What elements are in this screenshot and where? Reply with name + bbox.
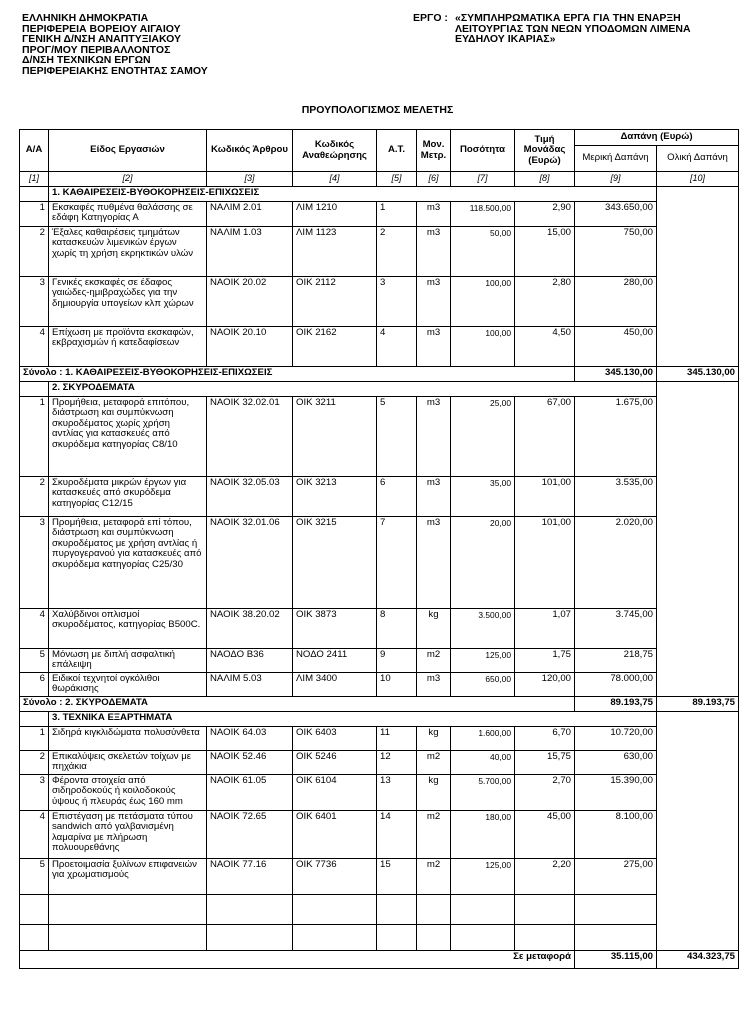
row-aa: 6 xyxy=(20,673,49,697)
row-at: 11 xyxy=(377,727,417,751)
table-row xyxy=(20,327,739,367)
empty-cell xyxy=(575,925,657,951)
empty-cell xyxy=(417,895,451,925)
section-total-label: Σύνολο : 2. ΣΚΥΡΟΔΕΜΑΤΑ xyxy=(20,697,575,712)
row-quantity: 100,00 xyxy=(451,277,515,327)
ref-cell: [10] xyxy=(657,172,739,187)
section-total-total: 89.193,75 xyxy=(657,697,739,712)
ref-cell: [6] xyxy=(417,172,451,187)
row-partial-cost: 750,00 xyxy=(575,227,657,277)
authority-line: ΠΡΟΓ/ΜΟΥ ΠΕΡΙΒΑΛΛΟΝΤΟΣ xyxy=(22,43,171,56)
empty-row xyxy=(20,895,739,925)
row-quantity: 180,00 xyxy=(451,811,515,859)
row-article-code: ΝΑΟΔΟ Β36 xyxy=(207,649,293,673)
ref-cell: [2] xyxy=(49,172,207,187)
row-description: Σιδηρά κιγκλιδώματα πολυσύνθετα xyxy=(49,727,207,751)
header-revision-code: Κωδικός Αναθεώρησης xyxy=(293,130,377,172)
row-unit: m3 xyxy=(417,202,451,227)
row-article-code: ΝΑΟΙΚ 77.16 xyxy=(207,859,293,895)
table-row xyxy=(20,649,739,673)
row-revision-code: ΟΙΚ 6104 xyxy=(293,775,377,811)
row-revision-code: ΛΙΜ 1210 xyxy=(293,202,377,227)
authority-block xyxy=(22,13,208,77)
row-at: 9 xyxy=(377,649,417,673)
empty-cell xyxy=(293,895,377,925)
row-at: 1 xyxy=(377,202,417,227)
header-cost: Δαπάνη (Ευρώ) xyxy=(575,130,739,146)
row-unit: m3 xyxy=(417,227,451,277)
row-unit-price: 101,00 xyxy=(515,517,575,609)
authority-line: ΓΕΝΙΚΗ Δ/ΝΣΗ ΑΝΑΠΤΥΞΙΑΚΟΥ xyxy=(22,33,181,46)
row-partial-cost: 10.720,00 xyxy=(575,727,657,751)
section-title: 3. ΤΕΧΝΙΚΑ ΕΞΑΡΤΗΜΑΤΑ xyxy=(49,712,657,727)
carry-forward-total: 434.323,75 xyxy=(657,951,739,969)
section-total-column xyxy=(657,712,739,951)
row-description: Προμήθεια, μεταφορά επί τόπου, διάστρωση και συμπύκνωση σκυροδέματος με χρήση αντλίας ή πυργογερανού για κατασκευές από σκυρόδεμα κατηγορίας C25/30 xyxy=(49,517,207,609)
row-at: 13 xyxy=(377,775,417,811)
row-article-code: ΝΑΟΙΚ 72.65 xyxy=(207,811,293,859)
empty-cell xyxy=(417,925,451,951)
table-row xyxy=(20,609,739,649)
row-unit-price: 45,00 xyxy=(515,811,575,859)
row-partial-cost: 2.020,00 xyxy=(575,517,657,609)
row-unit: m3 xyxy=(417,477,451,517)
header-unit-price: Τιμή Μονάδας (Ευρώ) xyxy=(515,130,575,172)
section-header-row xyxy=(20,187,739,202)
row-unit-price: 67,00 xyxy=(515,397,575,477)
ref-cell: [7] xyxy=(451,172,515,187)
row-partial-cost: 15.390,00 xyxy=(575,775,657,811)
row-unit: m2 xyxy=(417,859,451,895)
row-revision-code: ΛΙΜ 3400 xyxy=(293,673,377,697)
ref-cell: [8] xyxy=(515,172,575,187)
ref-row xyxy=(20,172,739,187)
row-unit: kg xyxy=(417,727,451,751)
row-aa: 5 xyxy=(20,859,49,895)
table-row xyxy=(20,727,739,751)
row-article-code: ΝΑΟΙΚ 20.10 xyxy=(207,327,293,367)
row-aa: 1 xyxy=(20,202,49,227)
row-quantity: 118.500,00 xyxy=(451,202,515,227)
row-article-code: ΝΑΟΙΚ 20.02 xyxy=(207,277,293,327)
empty-cell xyxy=(515,925,575,951)
row-at: 10 xyxy=(377,673,417,697)
row-quantity: 25,00 xyxy=(451,397,515,477)
row-aa: 5 xyxy=(20,649,49,673)
row-article-code: ΝΑΛΙΜ 5.03 xyxy=(207,673,293,697)
ref-cell: [5] xyxy=(377,172,417,187)
project-label: ΕΡΓΟ : xyxy=(413,12,448,24)
row-quantity: 125,00 xyxy=(451,859,515,895)
row-unit-price: 4,50 xyxy=(515,327,575,367)
row-unit: m3 xyxy=(417,673,451,697)
row-description: Μόνωση με διπλή ασφαλτική επάλειψη xyxy=(49,649,207,673)
ref-cell: [9] xyxy=(575,172,657,187)
row-partial-cost: 78.000,00 xyxy=(575,673,657,697)
header-partial: Μερική Δαπάνη xyxy=(575,146,657,172)
row-unit: kg xyxy=(417,609,451,649)
project-title: «ΣΥΜΠΛΗΡΩΜΑΤΙΚΑ ΕΡΓΑ ΓΙΑ ΤΗΝ ΕΝΑΡΞΗ ΛΕΙΤΟΥΡΓΙΑΣ ΤΩΝ ΝΕΩΝ ΥΠΟΔΟΜΩΝ ΛΙΜΕΝΑ ΕΥΔΗΛΟΥ ΙΚΑΡΙΑΣ» xyxy=(455,12,691,46)
section-title: 1. ΚΑΘΑΙΡΕΣΕΙΣ-ΒΥΘΟΚΟΡΗΣΕΙΣ-ΕΠΙΧΩΣΕΙΣ xyxy=(49,187,657,202)
row-article-code: ΝΑΟΙΚ 61.05 xyxy=(207,775,293,811)
budget-body xyxy=(20,187,739,969)
authority-line: ΠΕΡΙΦΕΡΕΙΑ ΒΟΡΕΙΟΥ ΑΙΓΑΙΟΥ xyxy=(22,22,181,35)
row-unit: m3 xyxy=(417,397,451,477)
row-revision-code: ΛΙΜ 1123 xyxy=(293,227,377,277)
section-header-row xyxy=(20,712,739,727)
section-aa-cell xyxy=(20,382,49,397)
header-article-code: Κωδικός Άρθρου xyxy=(207,130,293,172)
row-at: 8 xyxy=(377,609,417,649)
table-row xyxy=(20,673,739,697)
row-partial-cost: 218,75 xyxy=(575,649,657,673)
row-unit: m2 xyxy=(417,751,451,775)
row-description: Προετοιμασία ξυλίνων επιφανειών για χρωματισμούς xyxy=(49,859,207,895)
section-aa-cell xyxy=(20,712,49,727)
row-at: 3 xyxy=(377,277,417,327)
row-revision-code: ΟΙΚ 6401 xyxy=(293,811,377,859)
section-total-row xyxy=(20,697,739,712)
table-row xyxy=(20,277,739,327)
ref-cell: [4] xyxy=(293,172,377,187)
header-aa: Α/Α xyxy=(20,130,49,172)
row-unit-price: 2,20 xyxy=(515,859,575,895)
row-article-code: ΝΑΟΙΚ 32.01.06 xyxy=(207,517,293,609)
row-aa: 1 xyxy=(20,727,49,751)
section-total-partial: 89.193,75 xyxy=(575,697,657,712)
row-aa: 4 xyxy=(20,811,49,859)
row-aa: 2 xyxy=(20,751,49,775)
row-quantity: 100,00 xyxy=(451,327,515,367)
row-quantity: 125,00 xyxy=(451,649,515,673)
row-article-code: ΝΑΟΙΚ 64.03 xyxy=(207,727,293,751)
row-at: 5 xyxy=(377,397,417,477)
section-total-column xyxy=(657,382,739,697)
authority-line: ΠΕΡΙΦΕΡΕΙΑΚΗΣ ΕΝΟΤΗΤΑΣ ΣΑΜΟΥ xyxy=(22,64,208,77)
row-at: 4 xyxy=(377,327,417,367)
row-quantity: 1.600,00 xyxy=(451,727,515,751)
carry-forward-row xyxy=(20,951,739,969)
row-revision-code: ΟΙΚ 6403 xyxy=(293,727,377,751)
row-description: Σκυροδέματα μικρών έργων για κατασκευές από σκυρόδεμα κατηγορίας C12/15 xyxy=(49,477,207,517)
empty-cell xyxy=(293,925,377,951)
empty-row xyxy=(20,925,739,951)
row-aa: 2 xyxy=(20,227,49,277)
table-row xyxy=(20,202,739,227)
row-at: 7 xyxy=(377,517,417,609)
table-row xyxy=(20,397,739,477)
row-partial-cost: 3.535,00 xyxy=(575,477,657,517)
section-aa-cell xyxy=(20,187,49,202)
header-total: Ολική Δαπάνη xyxy=(657,146,739,172)
row-partial-cost: 3.745,00 xyxy=(575,609,657,649)
carry-forward-label: Σε μεταφορά xyxy=(20,951,575,969)
row-aa: 2 xyxy=(20,477,49,517)
row-quantity: 35,00 xyxy=(451,477,515,517)
row-aa: 4 xyxy=(20,609,49,649)
row-revision-code: ΟΙΚ 3211 xyxy=(293,397,377,477)
empty-cell xyxy=(20,925,49,951)
empty-cell xyxy=(49,895,207,925)
row-partial-cost: 343.650,00 xyxy=(575,202,657,227)
row-quantity: 50,00 xyxy=(451,227,515,277)
row-at: 15 xyxy=(377,859,417,895)
row-unit-price: 15,00 xyxy=(515,227,575,277)
row-description: Ειδικοί τεχνητοί ογκόλιθοι θωράκισης xyxy=(49,673,207,697)
section-total-partial: 345.130,00 xyxy=(575,367,657,382)
authority-line: ΕΛΛΗΝΙΚΗ ΔΗΜΟΚΡΑΤΙΑ xyxy=(22,12,149,24)
row-quantity: 20,00 xyxy=(451,517,515,609)
row-aa: 3 xyxy=(20,277,49,327)
table-row xyxy=(20,775,739,811)
row-description: Προμήθεια, μεταφορά επιτόπου, διάστρωση και συμπύκνωση σκυροδέματος χωρίς χρήση αντλίας για κατασκευές από σκυρόδεμα κατηγορίας C8/10 xyxy=(49,397,207,477)
table-row xyxy=(20,517,739,609)
row-revision-code: ΟΙΚ 5246 xyxy=(293,751,377,775)
section-total-total: 345.130,00 xyxy=(657,367,739,382)
row-at: 6 xyxy=(377,477,417,517)
row-article-code: ΝΑΛΙΜ 1.03 xyxy=(207,227,293,277)
row-unit-price: 1,75 xyxy=(515,649,575,673)
empty-cell xyxy=(451,895,515,925)
row-unit: m3 xyxy=(417,277,451,327)
row-unit-price: 2,80 xyxy=(515,277,575,327)
row-unit-price: 101,00 xyxy=(515,477,575,517)
row-unit: m2 xyxy=(417,649,451,673)
section-total-label: Σύνολο : 1. ΚΑΘΑΙΡΕΣΕΙΣ-ΒΥΘΟΚΟΡΗΣΕΙΣ-ΕΠΙΧΩΣΕΙΣ xyxy=(20,367,575,382)
row-unit: kg xyxy=(417,775,451,811)
row-unit: m2 xyxy=(417,811,451,859)
header-type: Είδος Εργασιών xyxy=(49,130,207,172)
row-quantity: 3.500,00 xyxy=(451,609,515,649)
row-description: Επικαλύψεις σκελετών τοίχων με πηχάκια xyxy=(49,751,207,775)
row-partial-cost: 1.675,00 xyxy=(575,397,657,477)
row-partial-cost: 630,00 xyxy=(575,751,657,775)
empty-cell xyxy=(451,925,515,951)
row-revision-code: ΟΙΚ 2112 xyxy=(293,277,377,327)
table-row xyxy=(20,859,739,895)
row-partial-cost: 280,00 xyxy=(575,277,657,327)
section-title: 2. ΣΚΥΡΟΔΕΜΑΤΑ xyxy=(49,382,657,397)
row-description: Επίχωση με προϊόντα εκσκαφών, εκβραχισμών ή κατεδαφίσεων xyxy=(49,327,207,367)
row-unit-price: 2,90 xyxy=(515,202,575,227)
row-revision-code: ΟΙΚ 2162 xyxy=(293,327,377,367)
table-row xyxy=(20,751,739,775)
row-at: 2 xyxy=(377,227,417,277)
row-revision-code: ΟΙΚ 3873 xyxy=(293,609,377,649)
row-unit-price: 1,07 xyxy=(515,609,575,649)
row-partial-cost: 275,00 xyxy=(575,859,657,895)
row-at: 12 xyxy=(377,751,417,775)
row-unit-price: 6,70 xyxy=(515,727,575,751)
row-quantity: 650,00 xyxy=(451,673,515,697)
empty-cell xyxy=(377,895,417,925)
row-unit: m3 xyxy=(417,327,451,367)
row-article-code: ΝΑΛΙΜ 2.01 xyxy=(207,202,293,227)
row-revision-code: ΟΙΚ 3215 xyxy=(293,517,377,609)
row-revision-code: ΟΙΚ 7736 xyxy=(293,859,377,895)
row-partial-cost: 450,00 xyxy=(575,327,657,367)
row-at: 14 xyxy=(377,811,417,859)
row-article-code: ΝΑΟΙΚ 52.46 xyxy=(207,751,293,775)
table-row xyxy=(20,227,739,277)
row-aa: 4 xyxy=(20,327,49,367)
empty-cell xyxy=(515,895,575,925)
empty-cell xyxy=(207,925,293,951)
row-quantity: 40,00 xyxy=(451,751,515,775)
row-article-code: ΝΑΟΙΚ 32.02.01 xyxy=(207,397,293,477)
section-header-row xyxy=(20,382,739,397)
document-title: ΠΡΟΥΠΟΛΟΓΙΣΜΟΣ ΜΕΛΕΤΗΣ xyxy=(301,104,454,116)
row-description: Χαλύβδινοι οπλισμοί σκυροδέματος, κατηγορίας B500C. xyxy=(49,609,207,649)
empty-cell xyxy=(49,925,207,951)
row-partial-cost: 8.100,00 xyxy=(575,811,657,859)
ref-cell: [3] xyxy=(207,172,293,187)
header-unit: Μον. Μετρ. xyxy=(417,130,451,172)
row-description: Έξαλες καθαιρέσεις τμημάτων κατασκευών λιμενικών έργων χωρίς τη χρήση εκρηκτικών υλών xyxy=(49,227,207,277)
row-unit: m3 xyxy=(417,517,451,609)
row-aa: 3 xyxy=(20,775,49,811)
row-aa: 3 xyxy=(20,517,49,609)
row-unit-price: 2,70 xyxy=(515,775,575,811)
empty-cell xyxy=(207,895,293,925)
table-row xyxy=(20,811,739,859)
ref-cell: [1] xyxy=(20,172,49,187)
row-unit-price: 120,00 xyxy=(515,673,575,697)
budget-table xyxy=(19,129,739,969)
row-description: Φέροντα στοιχεία από σιδηροδοκούς ή κοιλοδοκούς ύψους ή πλευράς έως 160 mm xyxy=(49,775,207,811)
section-total-row xyxy=(20,367,739,382)
section-total-column xyxy=(657,187,739,367)
row-article-code: ΝΑΟΙΚ 32.05.03 xyxy=(207,477,293,517)
row-revision-code: ΟΙΚ 3213 xyxy=(293,477,377,517)
row-revision-code: ΝΟΔΟ 2411 xyxy=(293,649,377,673)
empty-cell xyxy=(575,895,657,925)
table-row xyxy=(20,477,739,517)
row-quantity: 5.700,00 xyxy=(451,775,515,811)
empty-cell xyxy=(20,895,49,925)
row-description: Επιστέγαση με πετάσματα τύπου sandwich από γαλβανισμένη λαμαρίνα με πλήρωση πολυουρεθάνης xyxy=(49,811,207,859)
carry-forward-partial: 35.115,00 xyxy=(575,951,657,969)
row-description: Εκσκαφές πυθμένα θαλάσσης σε εδάφη Κατηγορίας Α xyxy=(49,202,207,227)
row-unit-price: 15,75 xyxy=(515,751,575,775)
authority-line: Δ/ΝΣΗ ΤΕΧΝΙΚΩΝ ΕΡΓΩΝ xyxy=(22,54,151,67)
header-quantity: Ποσότητα xyxy=(451,130,515,172)
row-aa: 1 xyxy=(20,397,49,477)
empty-cell xyxy=(377,925,417,951)
row-description: Γενικές εκσκαφές σε έδαφος γαιώδες-ημιβραχώδες για την δημιουργία υπογείων κλπ χώρων xyxy=(49,277,207,327)
header-at: Α.Τ. xyxy=(377,130,417,172)
row-article-code: ΝΑΟΙΚ 38.20.02 xyxy=(207,609,293,649)
